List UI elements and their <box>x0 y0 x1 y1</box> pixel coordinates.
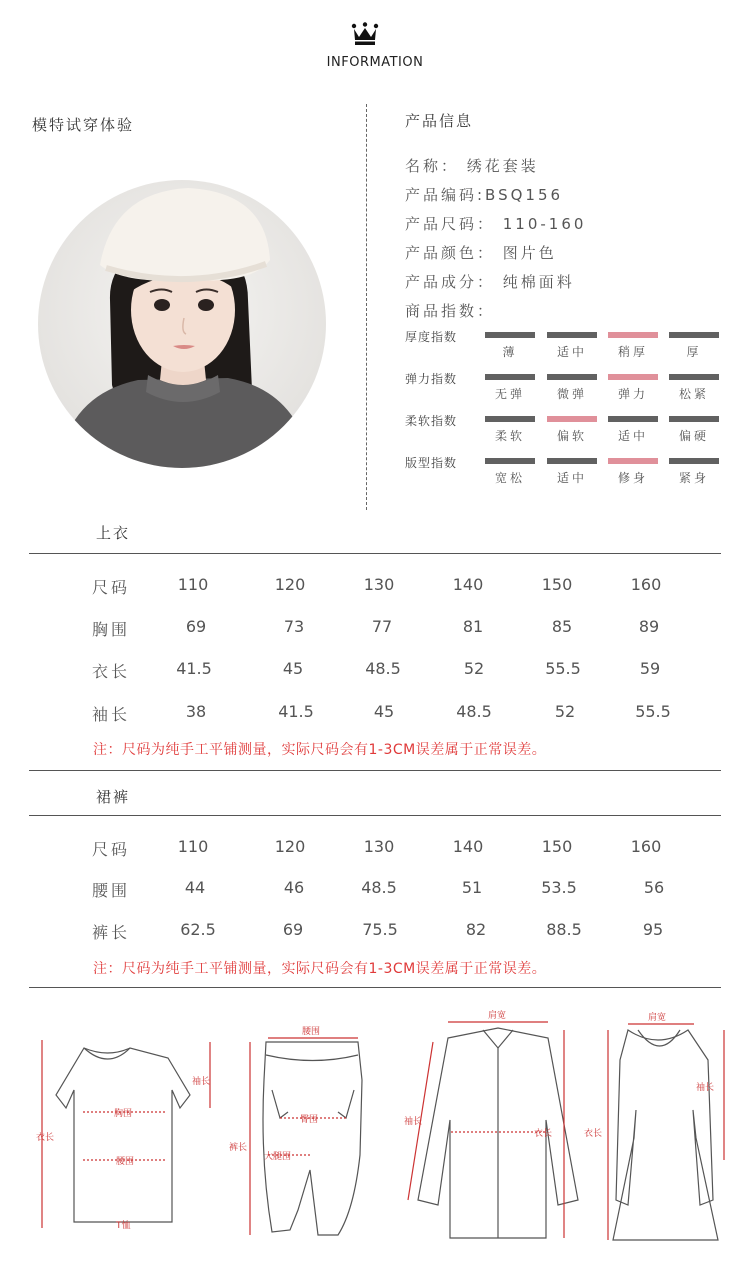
product-material: 产品成分： 纯棉面料 <box>405 273 575 291</box>
index-option: 薄 <box>485 332 535 360</box>
row-label: 尺码 <box>91 840 130 859</box>
index-option: 柔软 <box>485 416 535 444</box>
table-row: 裤长 62.5 69 75.5 82 88.5 95 <box>0 920 750 944</box>
shirt-length-label: 衣长 <box>534 1129 553 1139</box>
dress-sleeve-label: 袖长 <box>696 1083 715 1093</box>
dress-shoulder-label: 肩宽 <box>648 1013 667 1023</box>
index-option: 弹力 <box>608 374 658 402</box>
product-code: 产品编码:BSQ156 <box>405 186 564 204</box>
index-label: 柔软指数 <box>405 414 458 428</box>
pants-diagram <box>250 1038 362 1235</box>
shirt-shoulder-label: 肩宽 <box>488 1011 507 1021</box>
index-label: 弹力指数 <box>405 372 458 386</box>
index-label: 版型指数 <box>405 456 458 470</box>
product-info-title: 产品信息 <box>405 112 474 130</box>
crown-icon <box>350 22 380 46</box>
tshirt-diagram <box>42 1040 210 1228</box>
index-option: 偏硬 <box>669 416 719 444</box>
pants-length-label: 裤长 <box>229 1143 248 1153</box>
shirt-sleeve-label: 袖长 <box>404 1117 423 1127</box>
row-label: 袖长 <box>91 705 130 724</box>
index-option: 适中 <box>608 416 658 444</box>
product-color: 产品颜色： 图片色 <box>405 244 557 262</box>
table-row: 胸围 69 73 77 81 85 89 <box>0 617 750 641</box>
model-photo <box>38 180 326 468</box>
index-option: 宽松 <box>485 458 535 486</box>
thickness-index <box>405 328 735 362</box>
divider <box>29 553 721 554</box>
divider <box>29 770 721 771</box>
divider <box>29 987 721 988</box>
tshirt-caption: T恤 <box>116 1221 131 1231</box>
index-option: 厚 <box>669 332 719 360</box>
divider <box>29 815 721 816</box>
table-row: 尺码 110 120 130 140 150 160 <box>0 837 750 861</box>
info-title: INFORMATION <box>326 55 424 70</box>
fit-index <box>405 454 735 488</box>
model-title: 模特试穿体验 <box>32 116 135 134</box>
index-option: 稍厚 <box>608 332 658 360</box>
tshirt-chest-label: 胸围 <box>114 1109 133 1119</box>
index-option: 松紧 <box>669 374 719 402</box>
pants-thigh-label: 大腿围 <box>264 1152 292 1162</box>
vertical-divider <box>366 104 367 510</box>
tshirt-sleeve-label: 袖长 <box>192 1077 211 1087</box>
size-note: 注：尺码为纯手工平铺测量，实际尺码会有1-3CM误差属于正常误差。 <box>93 742 547 758</box>
index-option: 紧身 <box>669 458 719 486</box>
row-label: 胸围 <box>91 620 130 639</box>
size-note: 注：尺码为纯手工平铺测量，实际尺码会有1-3CM误差属于正常误差。 <box>93 961 547 977</box>
measurement-diagrams <box>28 1000 728 1265</box>
index-option: 微弹 <box>547 374 597 402</box>
tshirt-length-label: 衣长 <box>36 1133 55 1143</box>
product-name: 名称： 绣花套装 <box>405 157 539 175</box>
softness-index <box>405 412 735 446</box>
pants-waist-label: 腰围 <box>302 1027 321 1037</box>
index-option: 偏软 <box>547 416 597 444</box>
index-option: 无弹 <box>485 374 535 402</box>
index-label: 厚度指数 <box>405 330 458 344</box>
shirt-diagram <box>408 1022 578 1238</box>
dress-diagram <box>608 1024 724 1240</box>
row-label: 衣长 <box>91 662 130 681</box>
product-index-title: 商品指数： <box>405 302 496 320</box>
row-label: 腰围 <box>91 881 130 900</box>
table-row: 衣长 41.5 45 48.5 52 55.5 59 <box>0 659 750 683</box>
table-row: 腰围 44 46 48.5 51 53.5 56 <box>0 878 750 902</box>
pants-hip-label: 臀围 <box>300 1115 319 1125</box>
index-option: 适中 <box>547 332 597 360</box>
product-size: 产品尺码： 110-160 <box>405 215 587 233</box>
bottom-section-title: 裙裤 <box>96 788 131 806</box>
top-section-title: 上衣 <box>96 524 131 542</box>
tshirt-waist-label: 腰围 <box>116 1157 135 1167</box>
table-row: 袖长 38 41.5 45 48.5 52 55.5 <box>0 702 750 726</box>
row-label: 裤长 <box>91 923 130 942</box>
elasticity-index <box>405 370 735 404</box>
index-option: 适中 <box>547 458 597 486</box>
index-option: 修身 <box>608 458 658 486</box>
dress-length-label: 衣长 <box>584 1129 603 1139</box>
table-row: 尺码 110 120 130 140 150 160 <box>0 575 750 599</box>
row-label: 尺码 <box>91 578 130 597</box>
